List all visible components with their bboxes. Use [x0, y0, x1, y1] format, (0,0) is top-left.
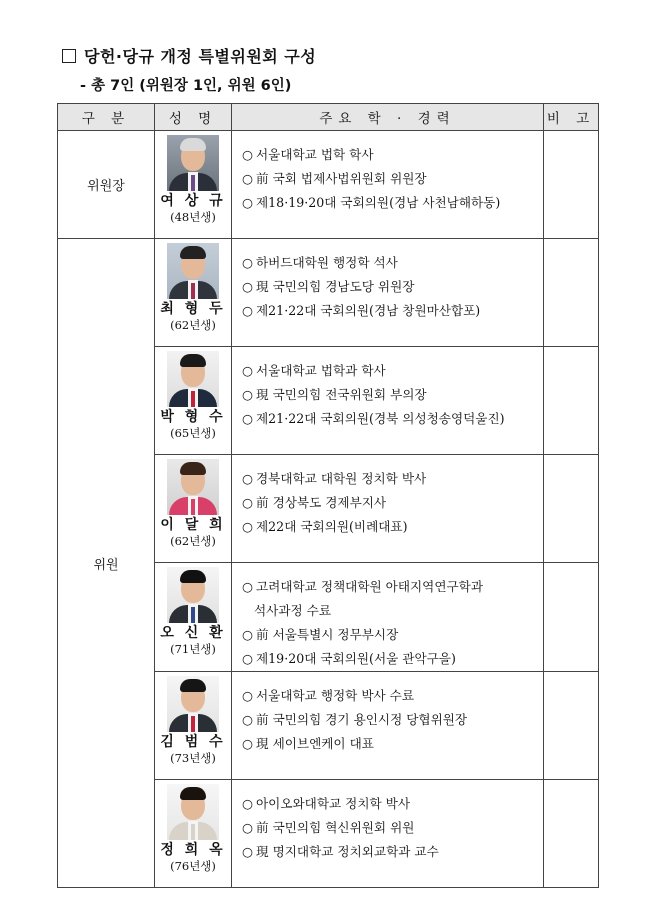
- career-text: 現 국민의힘 전국위원회 부의장: [256, 387, 427, 402]
- career-text: 하버드대학원 행정학 석사: [256, 255, 398, 270]
- bullet-circle-icon: ○: [242, 688, 253, 703]
- career-text: 제21·22대 국회의원(경북 의성청송영덕울진): [256, 411, 505, 426]
- career-text: 제19·20대 국회의원(서울 관악구을): [256, 651, 456, 666]
- bullet-circle-icon: ○: [242, 519, 253, 534]
- career-item: [242, 383, 543, 407]
- career-item: [242, 407, 543, 431]
- career-text: 제22대 국회의원(비례대표): [256, 519, 408, 534]
- document-title: [62, 44, 316, 67]
- career-item: [242, 299, 543, 323]
- career-text: 아이오와대학교 정치학 박사: [256, 796, 410, 811]
- note-cell: [544, 563, 599, 672]
- career-text: 서울대학교 법학과 학사: [256, 363, 386, 378]
- member-name: 최 형 두: [160, 301, 226, 317]
- career-text: 제21·22대 국회의원(경남 창원마산합포): [256, 303, 481, 318]
- career-text: 서울대학교 행정학 박사 수료: [256, 688, 414, 703]
- career-text: 前 국민의힘 혁신위원회 위원: [256, 820, 415, 835]
- note-cell: [544, 131, 599, 239]
- bullet-circle-icon: ○: [242, 796, 253, 811]
- bullet-circle-icon: ○: [242, 712, 253, 727]
- bullet-circle-icon: ○: [242, 651, 253, 666]
- member-photo: [167, 676, 219, 732]
- name-cell: [155, 563, 232, 672]
- header-note: 비 고: [544, 104, 599, 131]
- career-item: [242, 816, 543, 840]
- bullet-circle-icon: ○: [242, 411, 253, 426]
- career-cell: [232, 563, 544, 672]
- member-name: 여 상 규: [160, 193, 226, 209]
- member-photo: [167, 135, 219, 191]
- bullet-circle-icon: ○: [242, 147, 253, 162]
- header-name: 성 명: [155, 104, 232, 131]
- member-photo: [167, 243, 219, 299]
- table-row: [58, 239, 599, 347]
- member-birth-year: (48년생): [170, 210, 216, 224]
- career-text: 고려대학교 정책대학원 아태지역연구학과: [256, 579, 483, 594]
- bullet-circle-icon: ○: [242, 820, 253, 835]
- member-birth-year: (73년생): [170, 751, 216, 765]
- bullet-circle-icon: ○: [242, 195, 253, 210]
- career-item: [242, 491, 543, 515]
- career-item: [242, 251, 543, 275]
- career-item: [242, 515, 543, 539]
- career-text: 前 경상북도 경제부지사: [256, 495, 387, 510]
- career-item: [242, 623, 543, 647]
- member-photo: [167, 784, 219, 840]
- career-item: [242, 732, 543, 756]
- member-birth-year: (62년생): [170, 318, 216, 332]
- note-cell: [544, 672, 599, 780]
- career-text: 前 국민의힘 경기 용인시정 당협위원장: [256, 712, 468, 727]
- career-text: 前 서울특별시 정무부시장: [256, 627, 399, 642]
- bullet-circle-icon: ○: [242, 171, 253, 186]
- category-cell: 위원: [58, 239, 155, 888]
- career-text: 서울대학교 법학 학사: [256, 147, 374, 162]
- career-item: [242, 599, 543, 623]
- table-row: [58, 131, 599, 239]
- member-photo: [167, 351, 219, 407]
- category-cell: 위원장: [58, 131, 155, 239]
- name-cell: [155, 780, 232, 888]
- career-text: 석사과정 수료: [254, 603, 331, 618]
- committee-table: [57, 103, 599, 888]
- member-birth-year: (71년생): [170, 642, 216, 656]
- career-item: [242, 792, 543, 816]
- member-name: 정 희 옥: [160, 842, 226, 858]
- bullet-circle-icon: ○: [242, 844, 253, 859]
- bullet-circle-icon: ○: [242, 387, 253, 402]
- career-item: [242, 167, 543, 191]
- bullet-circle-icon: ○: [242, 579, 253, 594]
- note-cell: [544, 780, 599, 888]
- member-birth-year: (62년생): [170, 534, 216, 548]
- bullet-circle-icon: ○: [242, 363, 253, 378]
- career-item: [242, 191, 543, 215]
- career-text: 現 세이브엔케이 대표: [256, 736, 374, 751]
- career-item: [242, 467, 543, 491]
- name-cell: [155, 672, 232, 780]
- header-career: 주요 학 · 경력: [232, 104, 544, 131]
- career-text: 제18·19·20대 국회의원(경남 사천남해하동): [256, 195, 501, 210]
- career-item: [242, 684, 543, 708]
- career-text: 現 명지대학교 정치외교학과 교수: [256, 844, 439, 859]
- name-cell: [155, 131, 232, 239]
- bullet-circle-icon: ○: [242, 736, 253, 751]
- member-name: 김 범 수: [160, 734, 226, 750]
- career-item: [242, 708, 543, 732]
- member-name: 박 형 수: [160, 409, 226, 425]
- bullet-circle-icon: ○: [242, 627, 253, 642]
- note-cell: [544, 239, 599, 347]
- career-cell: [232, 455, 544, 563]
- name-cell: [155, 347, 232, 455]
- note-cell: [544, 455, 599, 563]
- name-cell: [155, 455, 232, 563]
- career-text: 경북대학교 대학원 정치학 박사: [256, 471, 427, 486]
- career-item: [242, 359, 543, 383]
- career-cell: [232, 347, 544, 455]
- bullet-circle-icon: ○: [242, 495, 253, 510]
- career-text: 現 국민의힘 경남도당 위원장: [256, 279, 415, 294]
- member-photo: [167, 567, 219, 623]
- document-title-text: 당헌·당규 개정 특별위원회 구성: [84, 47, 317, 66]
- bullet-circle-icon: ○: [242, 303, 253, 318]
- career-item: [242, 143, 543, 167]
- member-birth-year: (65년생): [170, 426, 216, 440]
- member-photo: [167, 459, 219, 515]
- career-cell: [232, 672, 544, 780]
- bullet-circle-icon: ○: [242, 279, 253, 294]
- member-birth-year: (76년생): [170, 859, 216, 873]
- career-text: 前 국회 법제사법위원회 위원장: [256, 171, 427, 186]
- table-header-row: [58, 104, 599, 131]
- career-item: [242, 840, 543, 864]
- career-item: [242, 575, 543, 599]
- career-item: [242, 647, 543, 671]
- note-cell: [544, 347, 599, 455]
- career-cell: [232, 780, 544, 888]
- member-name: 이 달 희: [160, 517, 226, 533]
- career-cell: [232, 239, 544, 347]
- bullet-circle-icon: ○: [242, 255, 253, 270]
- bullet-circle-icon: ○: [242, 471, 253, 486]
- checkbox-square-icon: [62, 49, 76, 63]
- career-cell: [232, 131, 544, 239]
- header-category: 구 분: [58, 104, 155, 131]
- document-subtitle: - 총 7인 (위원장 1인, 위원 6인): [80, 78, 292, 94]
- member-name: 오 신 환: [160, 625, 226, 641]
- career-item: [242, 275, 543, 299]
- name-cell: [155, 239, 232, 347]
